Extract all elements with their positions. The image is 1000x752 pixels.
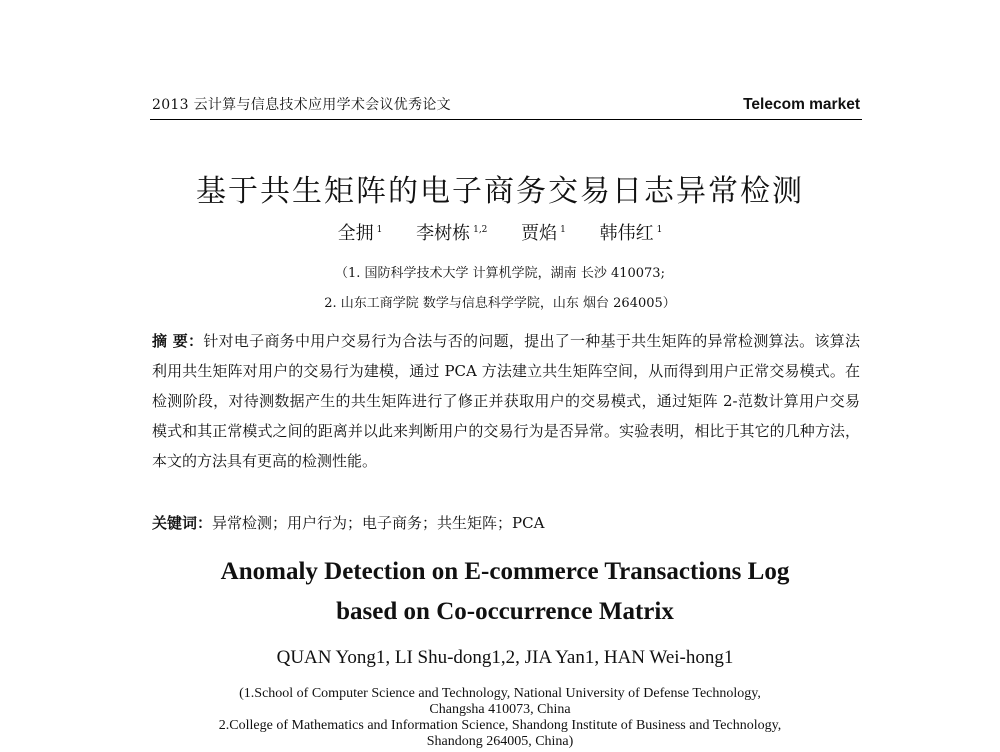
author-2	[416, 223, 487, 244]
author-name: 韩伟红	[599, 223, 654, 244]
paper-title-english-line-1: Anomaly Detection on E-commerce Transactions Log	[220, 558, 790, 585]
keywords-chinese	[152, 512, 860, 533]
header-rule	[150, 119, 862, 120]
affiliations-english	[0, 686, 1000, 750]
affiliation-mark: 1	[656, 225, 663, 235]
author-name: 贾焰	[521, 223, 558, 244]
affiliation-chinese-2: 2. 山东工商学院 数学与信息科学学院，山东 烟台 264005）	[324, 296, 676, 311]
affiliation-english-line: (1.School of Computer Science and Technology, National University of Defense Technology,	[239, 686, 761, 701]
affiliation-mark: 1	[560, 225, 566, 235]
affiliation-mark: 1	[376, 225, 383, 235]
author-4	[600, 223, 663, 244]
running-header-left: 2013 云计算与信息技术应用学术会议优秀论文	[152, 97, 451, 113]
affiliation-chinese-1: （1. 国防科学技术大学 计算机学院，湖南 长沙 410073;	[335, 266, 665, 281]
paper-title-chinese: 基于共生矩阵的电子商务交易日志异常检测	[196, 174, 804, 209]
author-1	[338, 223, 383, 244]
author-3	[521, 223, 566, 244]
author-name: 李树栋	[416, 223, 471, 244]
keywords-text: 异常检测；用户行为；电子商务；共生矩阵；PCA	[212, 514, 545, 532]
abstract-text: 针对电子商务中用户交易行为合法与否的问题，提出了一种基于共生矩阵的异常检测算法。该算法利用共生矩阵对用户的交易行为建模，通过 PCA 方法建立共生矩阵空间，从而得到用户正常交易模式。在检测阶段，对待测数据产生的共生矩阵进行了修正并获取用户的交易模式，通过矩阵 2-范数计算用户交易模式和其正常模式之间的距离并以此来判断用户的交易行为是否异常。实验表明，相比于其它的几种方法，本文的方法具有更高的检测性能。	[152, 332, 860, 470]
author-name: 全拥	[337, 223, 374, 244]
paper-title-english-line-2: based on Co-occurrence Matrix	[336, 598, 674, 625]
keywords-label: 关键词：	[152, 514, 213, 532]
affiliation-english-line: 2.College of Mathematics and Information Science, Shandong Institute of Business and Technology,	[218, 718, 782, 733]
abstract-chinese	[152, 326, 860, 476]
author-list-chinese	[0, 219, 1000, 245]
abstract-label: 摘 要：	[152, 332, 204, 350]
affiliation-english-line: Changsha 410073, China	[429, 702, 571, 717]
running-header-right: Telecom market	[743, 96, 860, 113]
affiliation-mark: 1,2	[473, 225, 488, 235]
author-list-english: QUAN Yong1, LI Shu-dong1,2, JIA Yan1, HAN Wei-hong1	[276, 647, 734, 668]
affiliation-english-line: Shandong 264005, China)	[426, 734, 574, 749]
